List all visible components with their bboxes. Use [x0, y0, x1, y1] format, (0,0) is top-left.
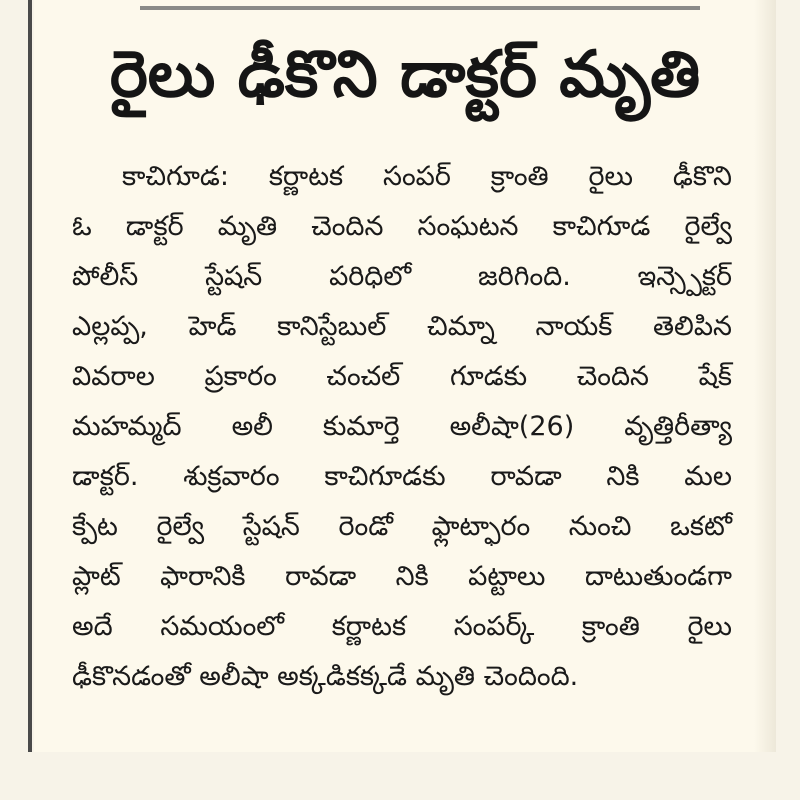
- article-headline: రైలు ఢీకొని డాక్టర్ మృతి: [109, 38, 701, 112]
- article-line: ప్లాట్ ఫారానికి రావడా నికి పట్టాలు దాటుతుండగా: [72, 561, 732, 592]
- article-line: క్పేట రైల్వే స్టేషన్ రెండో ఫ్లాట్ఫారం నుంచి ఒకటో: [72, 511, 732, 542]
- top-rule-divider: [140, 6, 700, 10]
- article-line: మహమ్మద్ అలీ కుమార్తె అలీషా(26) వృత్తిరీత్యా: [72, 411, 732, 442]
- article-line: అదే సమయంలో కర్ణాటక సంపర్క్ క్రాంతి రైలు: [72, 611, 732, 642]
- article-line: ఓ డాక్టర్ మృతి చెందిన సంఘటన కాచిగూడ రైల్వే: [72, 211, 732, 242]
- article-line: కాచిగూడ: కర్ణాటక సంపర్ క్రాంతి రైలు ఢీకొని: [122, 161, 732, 192]
- article-line: ఎల్లప్ప, హెడ్ కానిస్టేబుల్ చిమ్నా నాయక్ తెలిపిన: [72, 311, 732, 342]
- article-body: [72, 152, 732, 702]
- column-border-left: [28, 0, 32, 752]
- article-line: ఢీకొనడంతో అలీషా అక్కడికక్కడే మృతి చెందింది.: [72, 661, 579, 692]
- article-line: డాక్టర్. శుక్రవారం కాచిగూడకు రావడా నికి మల: [72, 461, 732, 492]
- article-line: పోలీస్ స్టేషన్ పరిధిలో జరిగింది. ఇన్స్పెక్టర్: [72, 261, 732, 292]
- article-line: వివరాల ప్రకారం చంచల్ గూడకు చెందిన షేక్: [72, 361, 732, 392]
